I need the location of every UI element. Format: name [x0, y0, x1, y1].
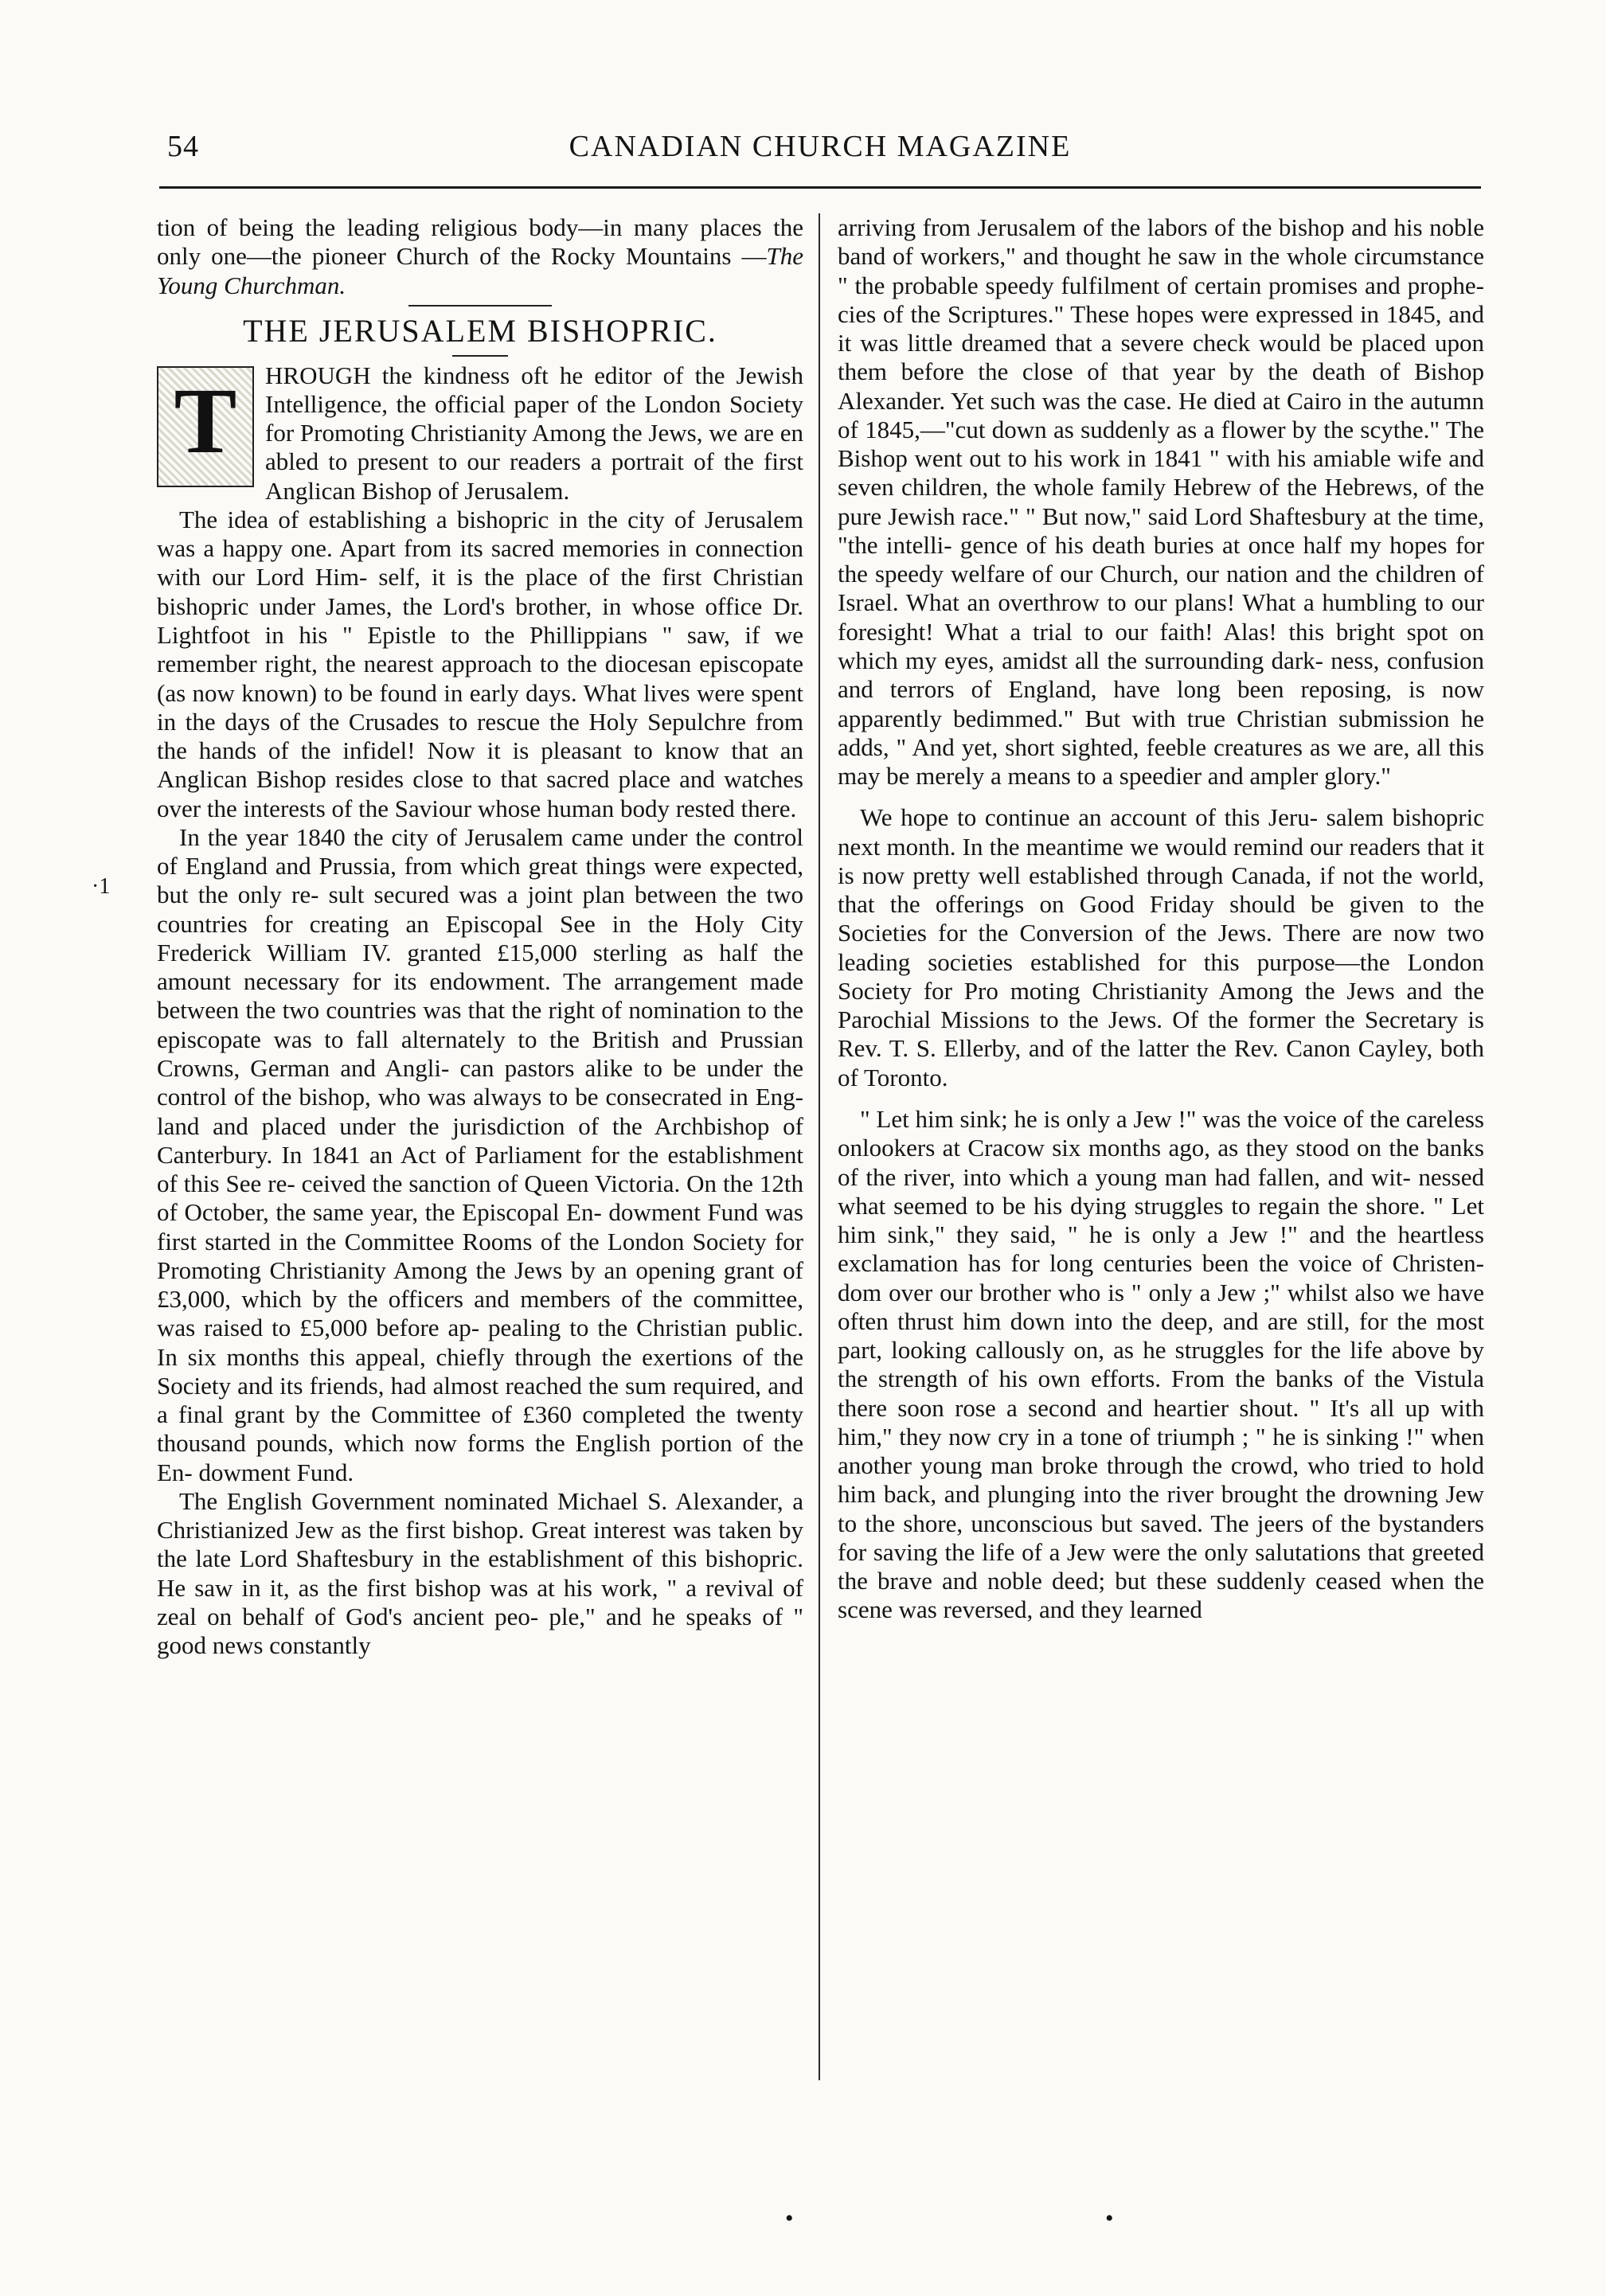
intro-paragraph: [157, 213, 803, 300]
article-title: THE JERUSALEM BISHOPRIC.: [243, 312, 717, 349]
footer-mark-right: •: [1105, 2205, 1114, 2232]
page-number: 54: [167, 130, 199, 163]
right-column: [838, 213, 1484, 2132]
article-paragraph-6: We hope to continue an account of this Jeru- salem bishopric next month. In the meantime we would remind our readers that it is now pretty well established through Canada, if not the world, that the offerings on Good Friday should be given to the Societies for the Conversion of the Jews. There are now two leading societies established for this purpose—the London Society for Pro moting Christianity Among the Jews and the Parochial Missions to the Jews. Of the former the Secretary is Rev. T. S. Ellerby, and of the latter the Rev. Canon Cayley, both of Toronto.: [838, 803, 1484, 1091]
footer-mark-left: •: [785, 2205, 794, 2232]
article-paragraph-1: HROUGH the kindness oft he editor of the Jewish Intelligence, the official paper of the London Society for Promoting Christianity Among the Jews, we are en abled to present to our readers a portrait of the first Anglican Bishop of Jerusalem.: [265, 361, 803, 505]
header-rule: [159, 186, 1481, 189]
margin-mark: ·1: [92, 874, 111, 899]
article-paragraph-4: The English Government nominated Michael S. Alexander, a Christianized Jew as the first bishop. Great interest was taken by the late Lord Shaftesbury in the establishment of this bishopric. He saw in it, as the first bishop was at his work, " a revival of zeal on behalf of God's ancient peo- ple," and he speaks of " good news constantly: [157, 1486, 803, 1660]
article-paragraph-7: " Let him sink; he is only a Jew !" was the voice of the careless onlookers at Cracow six months ago, as they stood on the banks of the river, into which a young man had fallen, and wit- nessed what seemed to be his dying struggles to regain the shore. " Let him sink," they said, " he is only a Jew !" and the heartless exclamation has for long centuries been the voice of Christen- dom over our brother who is " only a Jew ;" whilst also we have often thrust him down into the deep, and are still, for the most part, looking callously on, as he struggles for the life above by the strength of his own efforts. From the banks of the Vistula there soon rose a second and heartier shout. " It's all up with him," they now cry in a tone of triumph ; " he is sinking !" when another young man broke through the crowd, who tried to hold him back, and plunging into the river brought the drowning Jew to the shore, unconscious but saved. The jeers of the bystanders for saving the life of a Jew were the only salutations that greeted the brave and noble deed; but these suddenly ceased when the scene was reversed, and they learned: [838, 1104, 1484, 1624]
section-rule: [408, 305, 552, 307]
article-paragraph-5: arriving from Jerusalem of the labors of the bishop and his noble band of workers," and thought he saw in the whole circumstance " the probable speedy fulfilment of certain promises and prophe- cies of the Scriptures." These hopes were expressed in 1845, and it was little dreamed that a severe check would be placed upon them before the close of that year by the death of Bishop Alexander. Yet such was the case. He died at Cairo in the autumn of 1845,—"cut down as suddenly as a flower by the scythe." The Bishop went out to his work in 1841 " with his amiable wife and seven children, the whole family Hebrew of the Hebrews, of the pure Jewish race." " But now," said Lord Shaftesbury at the time, "the intelli- gence of his death buries at once half my hopes for the speedy welfare of our Church, our nation and the children of Israel. What an overthrow to our plans! What a humbling to our foresight! What a trial to our faith! Alas! this bright spot on which my eyes, amidst all the surrounding dark- ness, confusion and terrors of England, have long been reposing, is now apparently bedimmed." But with true Christian submission he adds, " And yet, short sighted, feeble creatures as we are, all this may be merely a means to a speedier and ampler glory.": [838, 213, 1484, 791]
article-paragraph-2: The idea of establishing a bishopric in the city of Jerusalem was a happy one. Apart from its sacred memories in connection with our Lord Him- self, it is the place of the first Christian bishopric under James, the Lord's brother, in whose office Dr. Lightfoot in his " Epistle to the Phillippians " saw, if we remember right, the nearest approach to the diocesan episcopate (as now known) to be found in early days. What lives were spent in the days of the Crusades to rescue the Holy Sepulchre from the hands of the infidel! Now it is pleasant to know that an Anglican Bishop resides close to that sacred place and watches over the interests of the Saviour whose human body rested there.: [157, 505, 803, 822]
column-divider: [819, 213, 820, 2080]
magazine-title: CANADIAN CHURCH MAGAZINE: [569, 130, 1072, 163]
left-column: [157, 213, 803, 2132]
ornamental-dropcap: [157, 366, 254, 487]
intro-text: tion of being the leading religious body—in many places the only one—the pioneer Church of the Rocky Mountains —: [157, 213, 803, 271]
dropcap-letter: T: [174, 368, 237, 473]
page-header: [159, 129, 1481, 169]
intro-source: The Young Churchman.: [157, 242, 803, 299]
title-rule: [452, 355, 508, 357]
article-paragraph-3: In the year 1840 the city of Jerusalem came under the control of England and Prussia, from which great things were expected, but the only re- sult secured was a joint plan between the two countries for creating an Episcopal See in the Holy City Frederick William IV. granted £15,000 sterling as half the amount necessary for its endowment. The arrangement made between the two countries was that the right of nomination to the episcopate was to fall alternately to the British and Prussian Crowns, German and Angli- can pastors alike to be under the control of the bishop, who was always to be consecrated in Eng- land and placed under the jurisdiction of the Archbishop of Canterbury. In 1841 an Act of Parliament for the establishment of this See re- ceived the sanction of Queen Victoria. On the 12th of October, the same year, the Episcopal En- dowment Fund was first started in the Committee Rooms of the London Society for Promoting Christianity Among the Jews by an opening grant of £3,000, which by the officers and members of the committee, was raised to £5,000 before ap- pealing to the Christian public. In six months this appeal, chiefly through the exertions of the Society and its friends, had almost reached the sum required, and a final grant by the Committee of £360 completed the twenty thousand pounds, which now forms the English portion of the En- dowment Fund.: [157, 822, 803, 1486]
